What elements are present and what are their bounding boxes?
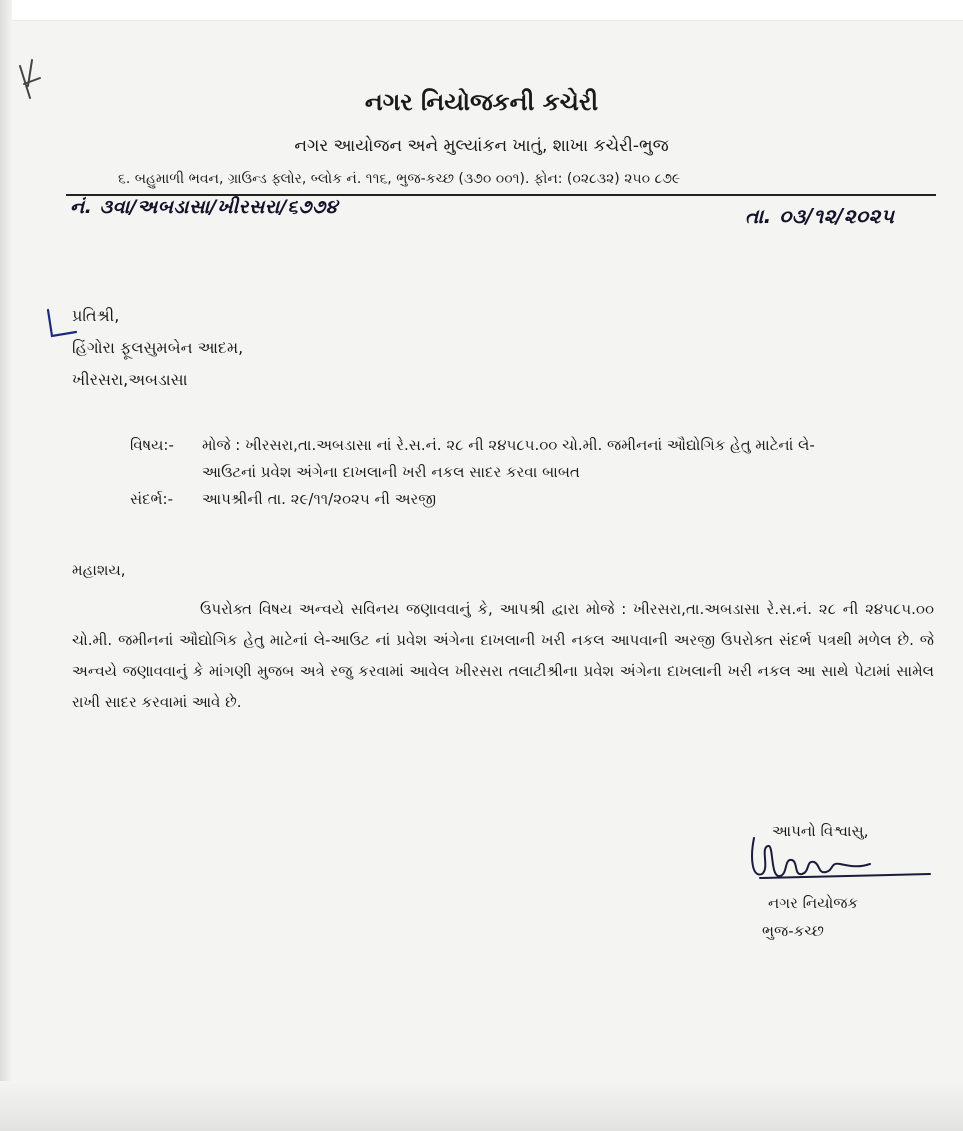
office-address: ૬. બહુમાળી ભવન, ગ્રાઉન્ડ ફ્લોર, બ્લોક નં. ૧૧૬, ભુજ-કચ્છ (૩૭૦ ૦૦૧). ફોન: (૦૨૮૩૨) ૨૫૦ ૮૭૯ <box>118 171 681 187</box>
department-subheading: નગર આયોજન અને મુલ્યાંકન ખાતું, શાખા કચેરી-ભુજ <box>294 136 669 156</box>
addressee-place: ખીરસરા,અબડાસા <box>72 370 188 389</box>
office-name-heading: નગર નિયોજકની કચેરી <box>364 88 599 116</box>
body-paragraph: ઉપરોક્ત વિષય અન્વયે સવિનય જણાવવાનું કે, આપશ્રી દ્વારા મોજે : ખીરસરા,તા.અબડાસા રે.સ.નં. ૨૮ ની ૨૪૫૮૫.૦૦ ચો.મી. જમીનનાં ઔદ્યોગિક હેતુ માટેનાં લે-આઉટ નાં પ્રવેશ અંગેના દાખલાની ખરી નકલ આપવાની અરજી ઉપરોક્ત સંદર્ભ પત્રથી મળેલ છે. જે અન્વયે જણાવવાનું કે માંગણી મુજબ અત્રે રજુ કરવામાં આવેલ ખીરસરા તલાટીશ્રીના પ્રવેશ અંગેના દાખલાની ખરી નકલ આ સાથે પેટામાં સામેલ રાખી સાદર કરવામાં આવે છે. <box>72 600 934 711</box>
closing-phrase: આપનો વિશ્વાસુ, <box>772 822 869 840</box>
subject-block <box>130 432 930 513</box>
photo-top-edge <box>0 0 963 21</box>
greeting: મહાશય, <box>72 561 126 579</box>
subject-label: વિષય:- <box>130 436 174 454</box>
reference-label: સંદર્ભ:- <box>130 490 174 508</box>
signatory-designation: નગર નિયોજક <box>768 894 859 912</box>
addressee-name: હિંગોરા ફૂલસુમબેન આદમ, <box>72 338 244 357</box>
photo-bottom-shadow <box>0 1081 963 1131</box>
signature-block <box>740 818 940 948</box>
addressee-block <box>72 300 243 396</box>
signatory-place: ભુજ-કચ્છ <box>762 922 824 940</box>
addressee-salutation: પ્રતિશ્રી, <box>72 306 120 325</box>
subject-line-2: આઉટનાં પ્રવેશ અંગેના દાખલાની ખરી નકલ સાદર કરવા બાબત <box>202 463 580 481</box>
subject-line-1: મોજે : ખીરસરા,તા.અબડાસા નાં રે.સ.નં. ૨૮ ની ૨૪૫૮૫.૦૦ ચો.મી. જમીનનાં ઔદ્યોગિક હેતુ માટેનાં લે- <box>202 436 815 454</box>
reference-text: આપશ્રીની તા. ૨૯/૧૧/૨૦૨૫ ની અરજી <box>202 490 437 508</box>
photo-left-shadow <box>0 0 12 1131</box>
reference-number: નં. ૩વા/અબડાસા/ખીરસરા/૬૭૭૪ <box>70 196 338 218</box>
letter-body <box>72 594 934 718</box>
letter-date: તા. ૦૩/૧૨/૨૦૨૫ <box>745 204 895 228</box>
